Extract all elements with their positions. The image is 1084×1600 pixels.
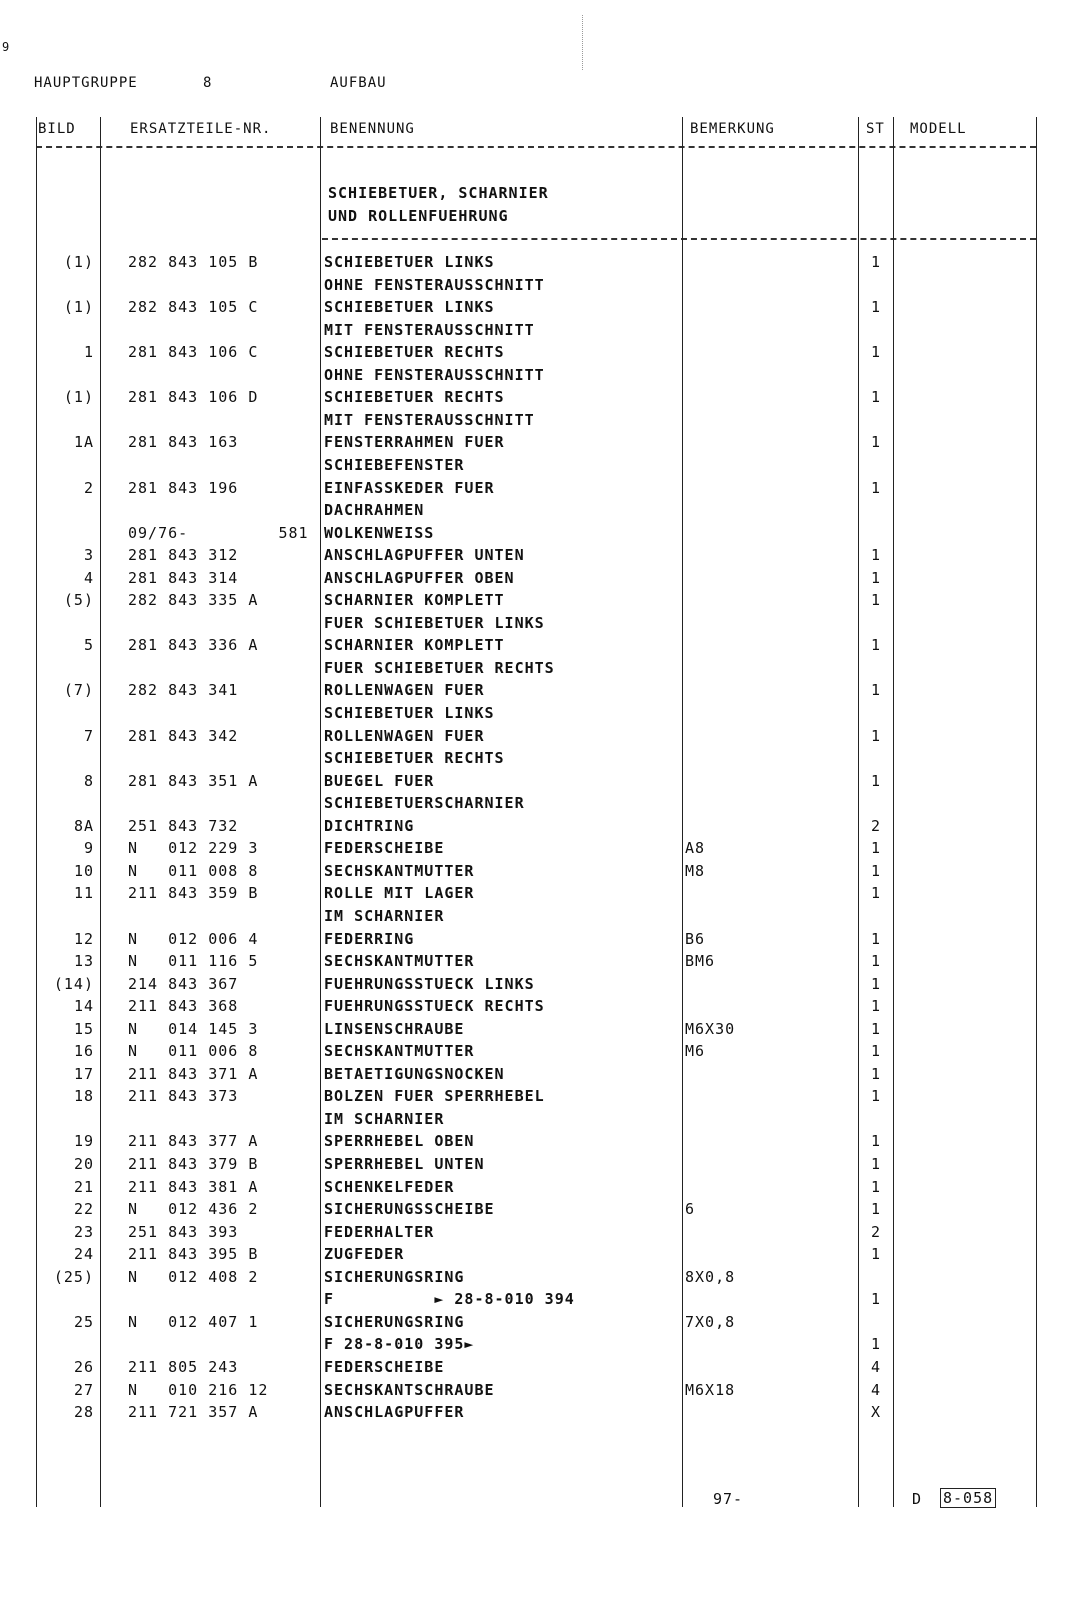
cell-bemerkung: 8X0,8 <box>685 1267 736 1286</box>
cell-benennung: FUER SCHIEBETUER RECHTS <box>324 658 555 677</box>
cell-st: 4 <box>870 1380 882 1399</box>
cell-bild: 2 <box>83 478 94 497</box>
cell-bild: 4 <box>83 568 94 587</box>
cell-benennung: ANSCHLAGPUFFER OBEN <box>324 568 515 587</box>
cell-bild: 15 <box>73 1019 94 1038</box>
column-rule <box>100 117 101 1507</box>
group-title: AUFBAU <box>330 75 387 91</box>
cell-part-number: N 012 006 4 <box>128 929 259 948</box>
cell-benennung: ROLLE MIT LAGER <box>324 884 475 903</box>
cell-st: 1 <box>870 1042 882 1061</box>
cell-bild: 16 <box>73 1042 94 1061</box>
cell-st: 1 <box>870 771 882 790</box>
page-number: 97- <box>713 1490 744 1508</box>
cell-st: 1 <box>870 1087 882 1106</box>
cell-st: 1 <box>870 884 882 903</box>
cell-bild: (5) <box>63 591 94 610</box>
cell-part-number: 281 843 196 <box>128 478 239 497</box>
cell-bild: 11 <box>73 884 94 903</box>
cell-part-number: 211 843 395 B <box>128 1245 259 1264</box>
cell-bild: (14) <box>53 974 94 993</box>
column-rule <box>893 117 894 1507</box>
cell-bild: 8 <box>83 771 94 790</box>
cell-bild: 7 <box>83 726 94 745</box>
cell-st: 1 <box>870 1019 882 1038</box>
cell-part-number: 251 843 732 <box>128 816 239 835</box>
cell-st: 1 <box>870 636 882 655</box>
column-rule <box>682 117 683 1507</box>
cell-part-number: 281 843 351 A <box>128 771 259 790</box>
cell-bild: (7) <box>63 681 94 700</box>
cell-benennung: SPERRHEBEL OBEN <box>324 1132 475 1151</box>
cell-bild: 5 <box>83 636 94 655</box>
cell-part-number: 211 843 381 A <box>128 1177 259 1196</box>
cell-bild: 28 <box>73 1403 94 1422</box>
cell-part-number: N 014 145 3 <box>128 1019 259 1038</box>
cell-st: 1 <box>870 253 882 271</box>
cell-benennung: SCHIEBETUER RECHTS <box>324 749 505 768</box>
cell-benennung: OHNE FENSTERAUSSCHNITT <box>324 275 545 294</box>
cell-benennung: WOLKENWEISS <box>324 523 435 542</box>
cell-benennung: IM SCHARNIER <box>324 1109 445 1128</box>
cell-bild: 17 <box>73 1064 94 1083</box>
column-rule <box>858 117 859 1507</box>
cell-benennung: FENSTERRAHMEN FUER <box>324 433 505 452</box>
cell-st: 1 <box>870 929 882 948</box>
cell-benennung: F ► 28-8-010 394 <box>324 1290 575 1309</box>
cell-bild: 13 <box>73 952 94 971</box>
cell-benennung: SICHERUNGSRING <box>324 1267 465 1286</box>
cell-part-number: 282 843 105 C <box>128 298 259 317</box>
cell-part-number: 282 843 105 B <box>128 253 259 271</box>
cell-bild: 1 <box>83 343 94 362</box>
cell-part-number: N 012 408 2 <box>128 1267 259 1286</box>
cell-bild: 9 <box>83 839 94 858</box>
cell-benennung: SCHIEBETUER LINKS <box>324 253 495 271</box>
header-divider <box>36 146 1036 148</box>
cell-benennung: SICHERUNGSSCHEIBE <box>324 1200 495 1219</box>
cell-benennung: BETAETIGUNGSNOCKEN <box>324 1064 505 1083</box>
cell-part-number: 281 843 163 <box>128 433 239 452</box>
cell-st: 1 <box>870 568 882 587</box>
cell-part-number: 282 843 335 A <box>128 591 259 610</box>
cell-bild: 10 <box>73 861 94 880</box>
cell-st: 1 <box>870 343 882 362</box>
cell-part-number: 211 843 373 <box>128 1087 239 1106</box>
cell-benennung: SPERRHEBEL UNTEN <box>324 1155 485 1173</box>
cell-st: 1 <box>870 952 882 971</box>
cell-bild: (1) <box>63 253 94 271</box>
cell-benennung: SCHIEBETUER RECHTS <box>324 343 505 362</box>
language-code: D <box>912 1490 923 1508</box>
cell-benennung: SECHSKANTMUTTER <box>324 1042 475 1061</box>
cell-benennung: FEDERRING <box>324 929 415 948</box>
cell-st: 2 <box>870 1222 882 1241</box>
cell-benennung: ROLLENWAGEN FUER <box>324 681 485 700</box>
cell-benennung: SECHSKANTMUTTER <box>324 952 475 971</box>
cell-benennung: FUEHRUNGSSTUECK RECHTS <box>324 997 545 1016</box>
cell-st: 1 <box>870 1335 882 1354</box>
section-divider <box>322 238 1036 240</box>
cell-benennung: MIT FENSTERAUSSCHNITT <box>324 410 535 429</box>
cell-benennung: SCHARNIER KOMPLETT <box>324 591 505 610</box>
group-label: HAUPTGRUPPE <box>34 75 138 91</box>
cell-benennung: SECHSKANTSCHRAUBE <box>324 1380 495 1399</box>
cell-benennung: SCHIEBETUER RECHTS <box>324 388 505 407</box>
cell-st: 1 <box>870 1290 882 1309</box>
cell-part-number: 09/76- 581 <box>128 523 309 542</box>
cell-st: 1 <box>870 1177 882 1196</box>
cell-benennung: BOLZEN FUER SPERRHEBEL <box>324 1087 545 1106</box>
cell-st: 1 <box>870 478 882 497</box>
cell-bild: 18 <box>73 1087 94 1106</box>
cell-part-number: N 012 407 1 <box>128 1312 259 1331</box>
cell-bild: (1) <box>63 388 94 407</box>
cell-part-number: 281 843 336 A <box>128 636 259 655</box>
cell-part-number: 282 843 341 <box>128 681 239 700</box>
cell-part-number: 211 843 377 A <box>128 1132 259 1151</box>
cell-st: 2 <box>870 816 882 835</box>
corner-mark: 9 <box>2 40 11 54</box>
cell-part-number: 211 843 379 B <box>128 1155 259 1173</box>
cell-benennung: F 28-8-010 395► <box>324 1335 475 1354</box>
cell-part-number: 211 721 357 A <box>128 1403 259 1422</box>
cell-benennung: DACHRAHMEN <box>324 501 425 520</box>
cell-st: 1 <box>870 433 882 452</box>
cell-bild: (25) <box>53 1267 94 1286</box>
cell-benennung: DICHTRING <box>324 816 415 835</box>
cell-bild: (1) <box>63 298 94 317</box>
cell-benennung: EINFASSKEDER FUER <box>324 478 495 497</box>
cell-st: 1 <box>870 1064 882 1083</box>
cell-st: 1 <box>870 726 882 745</box>
col-header-ersatzteil: ERSATZTEILE-NR. <box>130 121 272 137</box>
cell-bemerkung: M6X30 <box>685 1019 736 1038</box>
cell-bild: 20 <box>73 1155 94 1173</box>
cell-bild: 26 <box>73 1357 94 1376</box>
cell-benennung: SECHSKANTMUTTER <box>324 861 475 880</box>
cell-part-number: 281 843 312 <box>128 546 239 565</box>
cell-part-number: N 012 229 3 <box>128 839 259 858</box>
group-number: 8 <box>203 75 213 91</box>
cell-benennung: SCHARNIER KOMPLETT <box>324 636 505 655</box>
cell-benennung: FUEHRUNGSSTUECK LINKS <box>324 974 535 993</box>
cell-bild: 24 <box>73 1245 94 1264</box>
cell-st: 1 <box>870 974 882 993</box>
cell-benennung: ANSCHLAGPUFFER UNTEN <box>324 546 525 565</box>
cell-bemerkung: 6 <box>685 1200 696 1219</box>
cell-benennung: SCHIEBETUER LINKS <box>324 298 495 317</box>
cell-st: 4 <box>870 1357 882 1376</box>
cell-part-number: 211 843 359 B <box>128 884 259 903</box>
cell-bemerkung: B6 <box>685 929 706 948</box>
cell-benennung: MIT FENSTERAUSSCHNITT <box>324 320 535 339</box>
cell-benennung: SICHERUNGSRING <box>324 1312 465 1331</box>
cell-bild: 14 <box>73 997 94 1016</box>
column-rule <box>1036 117 1037 1507</box>
cell-st: 1 <box>870 1200 882 1219</box>
cell-part-number: 281 843 342 <box>128 726 239 745</box>
col-header-st: ST <box>866 121 885 137</box>
cell-st: 1 <box>870 1155 882 1173</box>
cell-st: 1 <box>870 591 882 610</box>
cell-bild: 27 <box>73 1380 94 1399</box>
cell-part-number: 281 843 106 C <box>128 343 259 362</box>
cell-benennung: ZUGFEDER <box>324 1245 405 1264</box>
cell-bild: 3 <box>83 546 94 565</box>
cell-part-number: N 011 116 5 <box>128 952 259 971</box>
cell-bild: 22 <box>73 1200 94 1219</box>
cell-bemerkung: M6 <box>685 1042 706 1061</box>
cell-bemerkung: M6X18 <box>685 1380 736 1399</box>
cell-st: 1 <box>870 681 882 700</box>
col-header-bild: BILD <box>38 121 76 137</box>
cell-st: 1 <box>870 546 882 565</box>
cell-bild: 21 <box>73 1177 94 1196</box>
col-header-bemerkung: BEMERKUNG <box>690 121 775 137</box>
section-title-line: SCHIEBETUER, SCHARNIER <box>328 184 549 202</box>
column-rule <box>320 117 321 1507</box>
cell-benennung: IM SCHARNIER <box>324 906 445 925</box>
cell-part-number: N 011 006 8 <box>128 1042 259 1061</box>
cell-benennung: SCHIEBETUER LINKS <box>324 704 495 722</box>
cell-bild: 1A <box>73 433 94 452</box>
column-rule <box>36 117 37 1507</box>
cell-part-number: 214 843 367 <box>128 974 239 993</box>
cell-st: 1 <box>870 861 882 880</box>
cell-benennung: BUEGEL FUER <box>324 771 435 790</box>
cell-st: 1 <box>870 1245 882 1264</box>
cell-benennung: SCHIEBEFENSTER <box>324 455 465 474</box>
col-header-modell: MODELL <box>910 121 967 137</box>
cell-bemerkung: A8 <box>685 839 706 858</box>
cell-benennung: LINSENSCHRAUBE <box>324 1019 465 1038</box>
cell-bild: 8A <box>73 816 94 835</box>
col-header-benennung: BENENNUNG <box>330 121 415 137</box>
cell-part-number: 211 843 371 A <box>128 1064 259 1083</box>
cell-bemerkung: BM6 <box>685 952 716 971</box>
cell-benennung: FEDERHALTER <box>324 1222 435 1241</box>
cell-part-number: 211 805 243 <box>128 1357 239 1376</box>
cell-benennung: ANSCHLAGPUFFER <box>324 1403 465 1422</box>
cell-st: 1 <box>870 997 882 1016</box>
cell-part-number: N 012 436 2 <box>128 1200 259 1219</box>
cell-bemerkung: 7X0,8 <box>685 1312 736 1331</box>
page-code-box: 8-058 <box>940 1488 996 1508</box>
cell-benennung: OHNE FENSTERAUSSCHNITT <box>324 365 545 384</box>
cell-st: X <box>870 1403 882 1422</box>
cell-benennung: FEDERSCHEIBE <box>324 839 445 858</box>
cell-part-number: 211 843 368 <box>128 997 239 1016</box>
cell-bild: 19 <box>73 1132 94 1151</box>
cell-bild: 12 <box>73 929 94 948</box>
cell-part-number: N 010 216 12 <box>128 1380 269 1399</box>
cell-bild: 25 <box>73 1312 94 1331</box>
scan-artifact-line <box>582 15 583 70</box>
cell-st: 1 <box>870 298 882 317</box>
cell-benennung: FUER SCHIEBETUER LINKS <box>324 613 545 632</box>
cell-part-number: 251 843 393 <box>128 1222 239 1241</box>
cell-st: 1 <box>870 1132 882 1151</box>
cell-benennung: SCHIEBETUERSCHARNIER <box>324 794 525 813</box>
section-title-line: UND ROLLENFUEHRUNG <box>328 207 509 225</box>
cell-benennung: FEDERSCHEIBE <box>324 1357 445 1376</box>
cell-st: 1 <box>870 388 882 407</box>
cell-part-number: 281 843 106 D <box>128 388 259 407</box>
cell-st: 1 <box>870 839 882 858</box>
cell-bild: 23 <box>73 1222 94 1241</box>
cell-benennung: ROLLENWAGEN FUER <box>324 726 485 745</box>
cell-part-number: 281 843 314 <box>128 568 239 587</box>
cell-bemerkung: M8 <box>685 861 706 880</box>
cell-part-number: N 011 008 8 <box>128 861 259 880</box>
cell-benennung: SCHENKELFEDER <box>324 1177 455 1196</box>
